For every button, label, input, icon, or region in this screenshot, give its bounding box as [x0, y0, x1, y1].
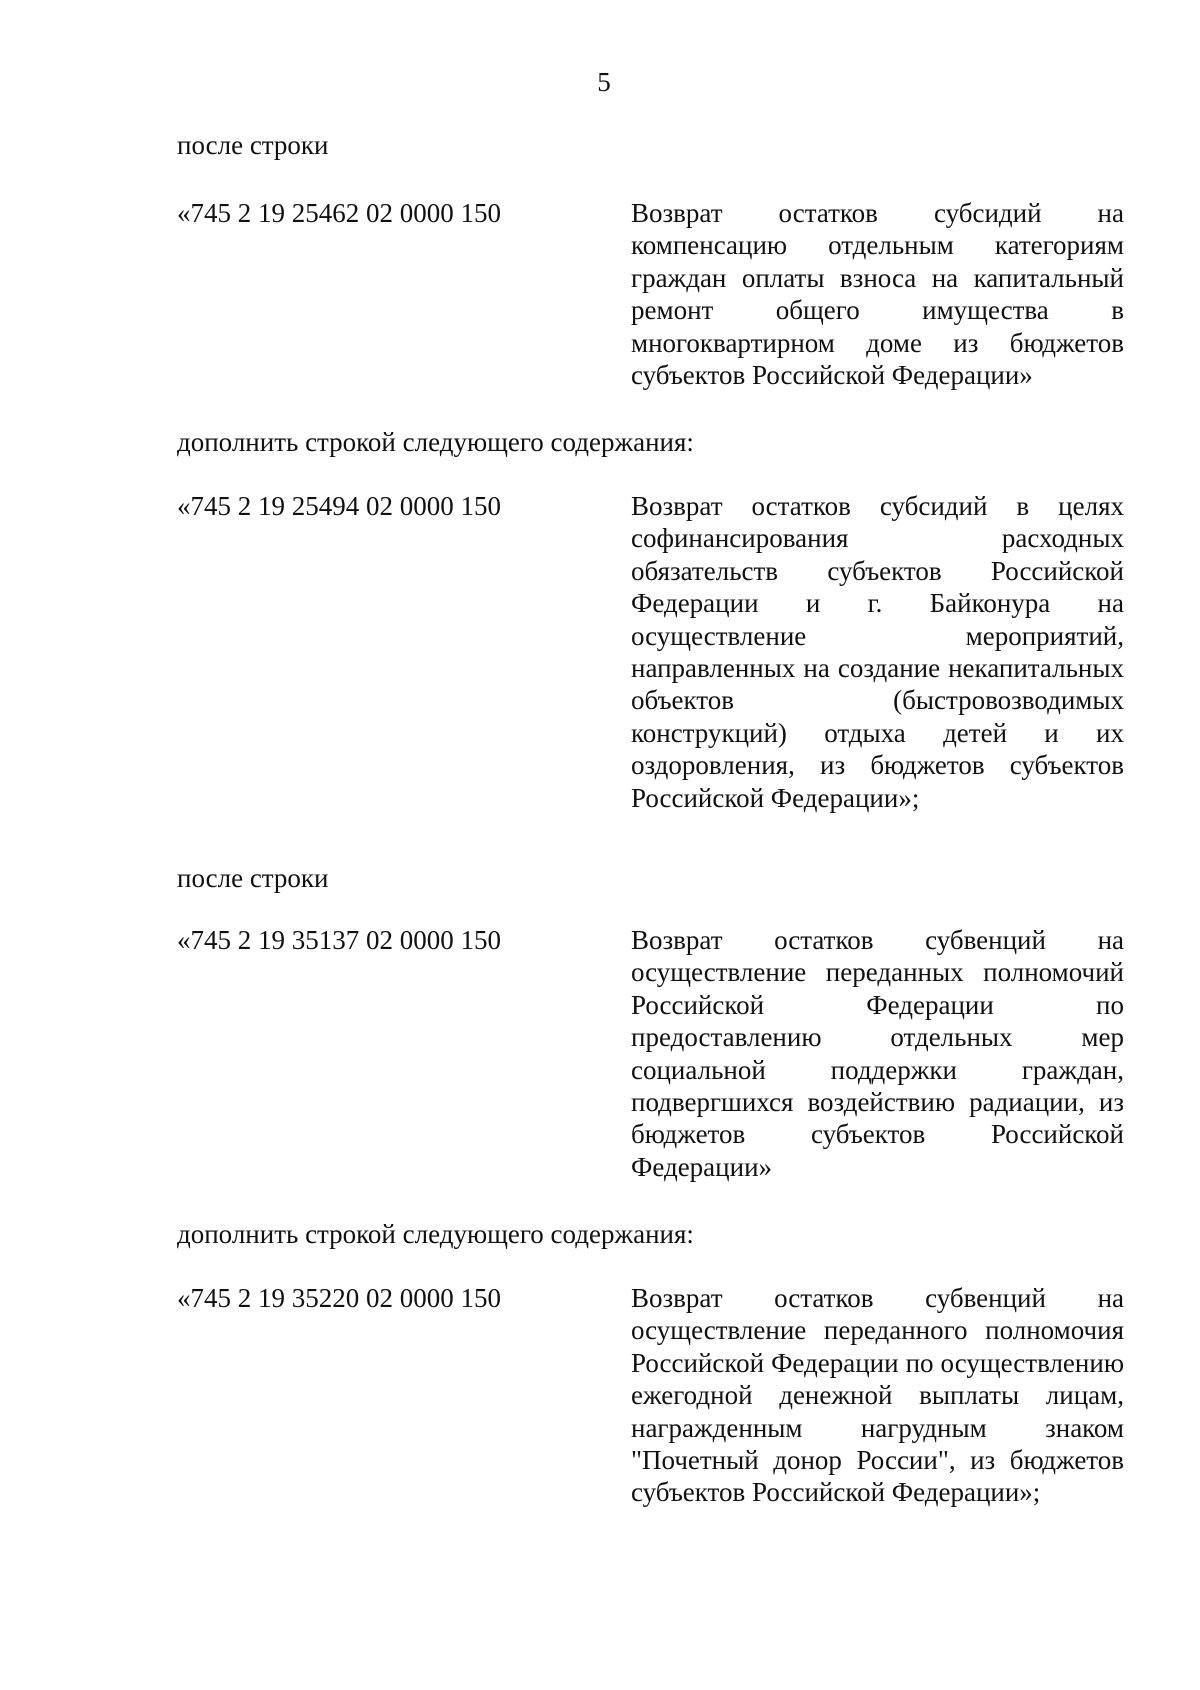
- instruction-after-line: после строки: [177, 130, 329, 160]
- instruction-add-line: дополнить строкой следующего содержания:: [177, 427, 694, 457]
- budget-code-description: Возврат остатков субсидий на компенсацию отдельным категориям граждан оплаты взноса на капитальный ремонт общего имущества в многоквартирном доме из бюджетов субъектов Российской Федерации»: [631, 198, 1124, 391]
- budget-code: «745 2 19 35137 02 0000 150: [177, 925, 501, 955]
- instruction-add-line: дополнить строкой следующего содержания:: [177, 1219, 694, 1249]
- budget-code-description: Возврат остатков субвенций на осуществление переданного полномочия Российской Федерации по осуществлению ежегодной денежной выплаты лицам, награжденным нагрудным знаком "Почетный донор России", из бюджетов субъектов Российской Федерации»;: [631, 1283, 1124, 1508]
- budget-code: «745 2 19 25462 02 0000 150: [177, 198, 501, 228]
- budget-code-description: Возврат остатков субсидий в целях софинансирования расходных обязательств субъектов Российской Федерации и г. Байконура на осуществление мероприятий, направленных на создание некапитальных объектов (быстровозводимых конструкций) отдыха детей и их оздоровления, из бюджетов субъектов Российской Федерации»;: [631, 491, 1124, 813]
- budget-code: «745 2 19 25494 02 0000 150: [177, 491, 501, 521]
- instruction-after-line: после строки: [177, 863, 329, 893]
- budget-code: «745 2 19 35220 02 0000 150: [177, 1283, 501, 1313]
- page-number: 5: [597, 67, 611, 97]
- budget-code-description: Возврат остатков субвенций на осуществление переданных полномочий Российской Федерации по предоставлению отдельных мер социальной поддержки граждан, подвергшихся воздействию радиации, из бюджетов субъектов Российской Федерации»: [631, 925, 1124, 1182]
